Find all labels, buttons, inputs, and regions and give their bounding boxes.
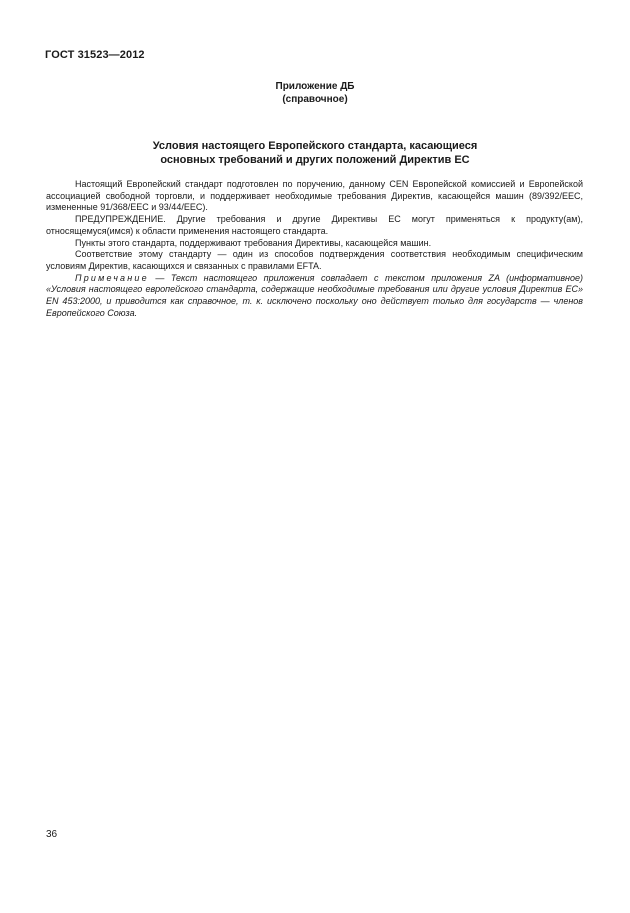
note-paragraph <box>46 273 583 320</box>
annex-heading <box>0 80 630 106</box>
paragraph-clauses: Пункты этого стандарта, поддерживают требования Директивы, касающейся машин. <box>75 237 432 248</box>
note-label: Примечание <box>75 272 149 283</box>
document-code-header: ГОСТ 31523—2012 <box>45 49 145 61</box>
section-title-line-2: основных требований и других положений Директив ЕС <box>160 154 470 166</box>
note-text: — Текст настоящего приложения совпадает с текстом приложения ZA (информативное) «Условия настоящего европейского стандарта, содержащие необходимые требования или другие условия Директив ЕС» EN 453:2000, и приводится как справочное, т. к. исключено поскольку оно действует только для государств — членов Европейского Союза. <box>46 272 583 318</box>
annex-type: (справочное) <box>282 94 348 105</box>
paragraph-warning: ПРЕДУПРЕЖДЕНИЕ. Другие требования и другие Директивы ЕС могут применяться к продукту(ам), относящемуся(имся) к области применения настоящего стандарта. <box>46 214 583 236</box>
section-title <box>0 139 630 167</box>
paragraph-conformity: Соответствие этому стандарту — один из способов подтверждения соответствия необходимым специфическим условиям Директив, касающихся и связанных с правилами EFTA. <box>46 249 583 271</box>
body-text <box>46 179 583 319</box>
paragraph-mandate: Настоящий Европейский стандарт подготовлен по поручению, данному CEN Европейской комиссией и Европейской ассоциацией свободной торговли, и поддерживает необходимые требования Директив, касающейся машин (89/392/EEC, измененные 91/368/EEC и 93/44/EEC). <box>46 179 583 213</box>
section-title-line-1: Условия настоящего Европейского стандарта, касающиеся <box>152 140 478 152</box>
annex-label: Приложение ДБ <box>275 81 355 92</box>
page-number: 36 <box>46 829 58 840</box>
